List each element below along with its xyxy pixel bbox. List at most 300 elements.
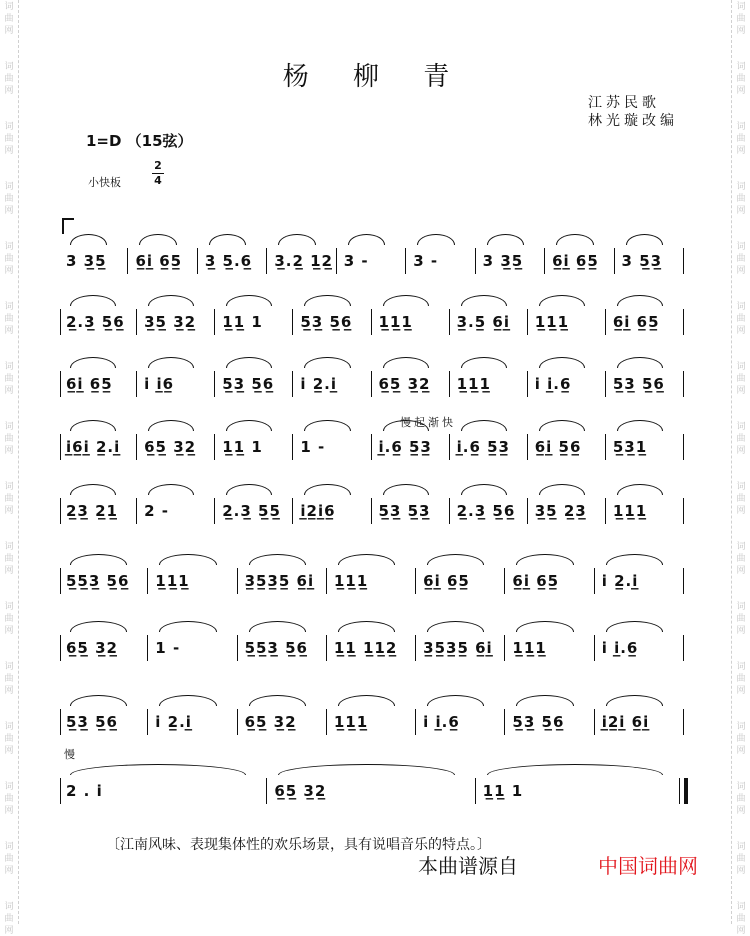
measure-notes: i̲.6̲ 5̲3̲ <box>378 438 432 456</box>
watermark-char: 网 <box>736 566 746 576</box>
watermark-char: 词 <box>736 122 746 132</box>
measure-notes: 5̲3̲ 5̲6̲ <box>222 375 275 393</box>
slur <box>338 621 395 632</box>
barline <box>371 309 372 335</box>
measure-notes: 1̲1̲1̲ <box>333 572 369 590</box>
watermark-char: 词 <box>736 842 746 852</box>
barline <box>449 498 450 524</box>
measure-notes: 1̲1̲1̲ <box>456 375 491 393</box>
measure-notes: 5̲3̲ 5̲3̲ <box>378 502 431 520</box>
slur <box>348 234 385 245</box>
watermark-char: 网 <box>736 26 746 36</box>
slur <box>487 764 663 775</box>
barline <box>60 434 61 460</box>
slur <box>338 554 395 565</box>
measure <box>60 605 149 665</box>
watermark-char: 曲 <box>736 314 746 324</box>
watermark-char: 词 <box>4 722 14 732</box>
measure <box>607 341 685 401</box>
credit-arranger: 林光璇改编 <box>588 113 678 129</box>
watermark-char: 网 <box>4 686 14 696</box>
score-row <box>60 468 685 528</box>
measure <box>294 279 372 339</box>
measure <box>149 605 238 665</box>
barline <box>292 371 293 397</box>
slur <box>226 420 272 431</box>
barline <box>504 635 505 661</box>
slur <box>383 484 429 495</box>
measure-notes: 3̲5̲3̲5̲ 6̲i̲ <box>244 572 315 590</box>
barline <box>475 778 476 804</box>
watermark-char: 曲 <box>4 794 14 804</box>
watermark-char: 网 <box>4 926 14 936</box>
measure <box>60 679 149 739</box>
measure-notes: 3̲.5̲ 6̲i̲ <box>456 313 510 331</box>
measure-notes: 1̲1̲1̲ <box>534 313 570 331</box>
barline <box>594 568 595 594</box>
slur <box>617 295 663 306</box>
watermark-char: 曲 <box>4 14 14 24</box>
slur <box>226 357 272 368</box>
measure <box>60 218 129 278</box>
barline <box>326 709 327 735</box>
barline <box>147 568 148 594</box>
measure <box>149 538 238 598</box>
measure-notes: 3 3̲5̲ <box>482 252 524 270</box>
slur <box>617 357 663 368</box>
slur <box>606 621 663 632</box>
measure <box>373 279 451 339</box>
measure <box>477 218 546 278</box>
barline <box>136 309 137 335</box>
watermark-char: 曲 <box>4 314 14 324</box>
slur <box>539 484 585 495</box>
watermark-char: 网 <box>736 446 746 456</box>
watermark-char: 词 <box>736 542 746 552</box>
measure-notes: 1̲1̲ 1 <box>222 313 263 331</box>
measure-notes: 5̲5̲3̲ 5̲6̲ <box>66 572 130 590</box>
measure <box>138 468 216 528</box>
barline <box>683 635 684 661</box>
measure <box>373 468 451 528</box>
measure <box>596 605 685 665</box>
measure-notes: i 2̲.i̲ <box>300 375 338 393</box>
barline <box>415 709 416 735</box>
barline <box>292 498 293 524</box>
watermark-char: 词 <box>4 242 14 252</box>
measure <box>607 404 685 464</box>
slur <box>304 295 350 306</box>
measure-notes: i i̲6̲ <box>144 375 175 393</box>
watermark-char: 词 <box>4 422 14 432</box>
barline <box>60 709 61 735</box>
slur <box>70 234 107 245</box>
barline <box>60 568 61 594</box>
slur <box>461 420 507 431</box>
measure <box>506 538 595 598</box>
watermark-char: 网 <box>736 206 746 216</box>
barline <box>336 248 337 274</box>
watermark-char: 词 <box>4 362 14 372</box>
watermark-char: 曲 <box>736 374 746 384</box>
watermark-char: 网 <box>736 146 746 156</box>
watermark-char: 词 <box>736 422 746 432</box>
watermark-char: 曲 <box>4 374 14 384</box>
barline <box>371 434 372 460</box>
barline <box>237 635 238 661</box>
barline <box>605 498 606 524</box>
watermark-char: 网 <box>736 926 746 936</box>
measure <box>373 341 451 401</box>
watermark-char: 词 <box>4 902 14 912</box>
measure <box>328 679 417 739</box>
measure <box>294 341 372 401</box>
barline <box>415 568 416 594</box>
measure-notes: 3̲.2̲ 1̲2̲ <box>274 252 333 270</box>
barline <box>683 568 684 594</box>
barline <box>127 248 128 274</box>
measure <box>268 748 476 808</box>
watermark-char: 曲 <box>736 554 746 564</box>
score-row <box>60 538 685 598</box>
watermark-char: 词 <box>4 182 14 192</box>
slur <box>516 621 573 632</box>
watermark-char: 曲 <box>736 734 746 744</box>
watermark-char: 网 <box>4 266 14 276</box>
watermark-char: 曲 <box>736 614 746 624</box>
barline <box>326 568 327 594</box>
slur <box>427 554 484 565</box>
watermark-char: 词 <box>736 302 746 312</box>
tempo-change-annotation: 慢起渐快 <box>400 416 456 429</box>
measure-notes: 2 . i <box>66 782 103 800</box>
tempo-marking: 小快板 <box>88 176 121 189</box>
measure-notes: 6̲5̲ 3̲2̲ <box>144 438 197 456</box>
barline <box>683 498 684 524</box>
measure <box>596 538 685 598</box>
barline <box>197 248 198 274</box>
measure-notes: 5̲3̲ 5̲6̲ <box>66 713 118 731</box>
measure-notes: 6̲i̲ 5̲6̲ <box>534 438 582 456</box>
watermark-char: 词 <box>4 2 14 12</box>
watermark-char: 词 <box>736 62 746 72</box>
barline <box>449 371 450 397</box>
score-row <box>60 605 685 665</box>
slur <box>383 357 429 368</box>
score-row <box>60 404 685 464</box>
watermark-char: 网 <box>4 506 14 516</box>
credit-origin: 江苏民歌 <box>588 95 660 111</box>
measure-notes: 5̲5̲3̲ 5̲6̲ <box>244 639 308 657</box>
measure-notes: 6̲5̲ 3̲2̲ <box>244 713 297 731</box>
slur <box>556 234 593 245</box>
watermark-char: 网 <box>736 686 746 696</box>
measure <box>529 404 607 464</box>
measure-notes: i̲2̲i̲ 6̲i̲ <box>601 713 650 731</box>
watermark-char: 词 <box>4 602 14 612</box>
watermark-char: 曲 <box>4 614 14 624</box>
slur <box>226 295 272 306</box>
measure <box>596 679 685 739</box>
measure <box>417 679 506 739</box>
watermark-char: 曲 <box>736 854 746 864</box>
score-row <box>60 748 685 808</box>
measure-notes: i̲.6̲ 5̲3̲ <box>456 438 510 456</box>
slur <box>427 621 484 632</box>
watermark-strip-right <box>731 0 750 936</box>
measure-notes: 6̲i̲ 6̲5̲ <box>66 375 113 393</box>
measure-notes: 1̲1̲1̲ <box>333 713 369 731</box>
performance-note: 〔江南风味、表现集体性的欢乐场景，具有说唱音乐的特点。〕 <box>106 837 491 853</box>
measure-notes: 1 - <box>155 639 181 657</box>
song-title: 杨 柳 青 <box>282 62 468 92</box>
measure <box>506 679 595 739</box>
measure-notes: 6̲5̲ 3̲2̲ <box>66 639 118 657</box>
watermark-char: 网 <box>4 626 14 636</box>
measure-notes: i̲2̲i̲6̲ <box>300 502 336 520</box>
measure <box>138 404 216 464</box>
barline <box>60 498 61 524</box>
measure-notes: 2̲.3̲ 5̲6̲ <box>66 313 125 331</box>
measure <box>216 468 294 528</box>
slur <box>148 420 194 431</box>
measure <box>451 468 529 528</box>
measure <box>216 404 294 464</box>
measure-notes: 6̲i̲ 6̲5̲ <box>552 252 599 270</box>
watermark-char: 词 <box>736 902 746 912</box>
measure <box>328 538 417 598</box>
watermark-char: 网 <box>4 566 14 576</box>
watermark-char: 曲 <box>4 434 14 444</box>
slur <box>70 764 246 775</box>
barline <box>527 498 528 524</box>
watermark-char: 网 <box>736 86 746 96</box>
measure <box>607 279 685 339</box>
watermark-char: 网 <box>736 326 746 336</box>
measure-notes: 6̲5̲ 3̲2̲ <box>378 375 431 393</box>
measure-notes: 1 - <box>300 438 326 456</box>
measure <box>138 341 216 401</box>
watermark-char: 网 <box>4 806 14 816</box>
score-row <box>60 279 685 339</box>
measure <box>328 605 417 665</box>
site-brand: 中国词曲网 <box>598 854 698 878</box>
slow-annotation: 慢 <box>64 748 78 761</box>
watermark-char: 曲 <box>4 914 14 924</box>
watermark-char: 网 <box>4 386 14 396</box>
watermark-char: 词 <box>4 782 14 792</box>
barline <box>594 635 595 661</box>
measure <box>138 279 216 339</box>
slur <box>461 357 507 368</box>
measure-notes: 1̲1̲ 1 <box>482 782 524 800</box>
score-row <box>60 218 685 278</box>
measure-notes: 1̲1̲1̲ <box>378 313 413 331</box>
watermark-char: 曲 <box>736 494 746 504</box>
slur <box>304 420 350 431</box>
measure-notes: 6̲i̲ 6̲5̲ <box>612 313 660 331</box>
measure-notes: i̲6̲i̲ 2̲.i̲ <box>66 438 121 456</box>
measure-notes: 2̲3̲ 2̲1̲ <box>66 502 118 520</box>
measure <box>60 748 268 808</box>
measure-notes: 3 - <box>413 252 439 270</box>
slur <box>304 357 350 368</box>
measure <box>338 218 407 278</box>
measure <box>477 748 685 808</box>
measure <box>417 605 506 665</box>
measure <box>129 218 198 278</box>
measure <box>294 404 372 464</box>
measure <box>451 341 529 401</box>
watermark-char: 网 <box>4 86 14 96</box>
watermark-char: 曲 <box>736 794 746 804</box>
barline <box>371 498 372 524</box>
barline <box>292 309 293 335</box>
slur <box>70 357 116 368</box>
slur <box>304 484 350 495</box>
barline <box>60 778 61 804</box>
measure <box>60 468 138 528</box>
measure <box>607 468 685 528</box>
barline <box>136 434 137 460</box>
barline <box>266 248 267 274</box>
slur <box>148 295 194 306</box>
barline <box>683 309 684 335</box>
slur <box>606 695 663 706</box>
barline <box>527 371 528 397</box>
barline <box>214 434 215 460</box>
watermark-char: 曲 <box>4 134 14 144</box>
barline <box>527 309 528 335</box>
measure <box>294 468 372 528</box>
measure <box>199 218 268 278</box>
measure-notes: 3̲5̲3̲5̲ 6̲i̲ <box>423 639 493 657</box>
measure <box>149 679 238 739</box>
slur <box>278 234 315 245</box>
measure <box>60 404 138 464</box>
barline <box>214 309 215 335</box>
barline <box>475 248 476 274</box>
watermark-char: 曲 <box>4 734 14 744</box>
watermark-char: 曲 <box>4 194 14 204</box>
barline <box>60 309 61 335</box>
barline <box>605 371 606 397</box>
slur <box>70 621 127 632</box>
slur <box>539 420 585 431</box>
measure <box>616 218 685 278</box>
barline <box>136 498 137 524</box>
slur <box>383 295 429 306</box>
slur <box>617 420 663 431</box>
watermark-char: 词 <box>736 482 746 492</box>
watermark-char: 词 <box>736 662 746 672</box>
measure-notes: 3̲ 5̲.6̲ <box>204 252 253 270</box>
watermark-char: 网 <box>4 146 14 156</box>
slur <box>70 554 127 565</box>
watermark-char: 词 <box>4 842 14 852</box>
measure-notes: 3̲5̲ 3̲2̲ <box>144 313 197 331</box>
measure <box>216 341 294 401</box>
slur <box>159 695 216 706</box>
measure <box>529 341 607 401</box>
watermark-char: 网 <box>736 746 746 756</box>
measure <box>216 279 294 339</box>
slur <box>249 621 306 632</box>
barline <box>214 498 215 524</box>
barline <box>449 309 450 335</box>
slur <box>70 695 127 706</box>
watermark-char: 词 <box>4 122 14 132</box>
barline <box>504 568 505 594</box>
source-label: 本曲谱源自 <box>418 854 518 878</box>
barline <box>60 371 61 397</box>
measure <box>373 404 451 464</box>
slur <box>70 420 116 431</box>
slur <box>209 234 246 245</box>
final-barline <box>679 778 688 804</box>
watermark-char: 网 <box>4 866 14 876</box>
measure-notes: 1̲1̲1̲ <box>512 639 547 657</box>
watermark-char: 词 <box>4 62 14 72</box>
watermark-char: 曲 <box>736 134 746 144</box>
measure-notes: i i̲.6̲ <box>423 713 460 731</box>
watermark-char: 网 <box>736 806 746 816</box>
watermark-char: 曲 <box>736 14 746 24</box>
barline <box>266 778 267 804</box>
slur <box>159 621 216 632</box>
watermark-char: 词 <box>4 482 14 492</box>
barline <box>136 371 137 397</box>
measure <box>451 404 529 464</box>
watermark-char: 网 <box>4 206 14 216</box>
slur <box>159 554 216 565</box>
watermark-char: 网 <box>736 266 746 276</box>
barline <box>683 434 684 460</box>
measure <box>60 341 138 401</box>
measure <box>506 605 595 665</box>
barline <box>614 248 615 274</box>
measure-notes: 2̲.3̲ 5̲5̲ <box>222 502 281 520</box>
slur <box>226 484 272 495</box>
watermark-char: 网 <box>736 866 746 876</box>
measure-notes: i 2̲.i̲ <box>601 572 639 590</box>
watermark-char: 曲 <box>4 254 14 264</box>
watermark-char: 网 <box>4 446 14 456</box>
measure <box>451 279 529 339</box>
slur <box>278 764 454 775</box>
key-signature: 1=D （15弦） <box>86 132 193 150</box>
barline <box>683 709 684 735</box>
watermark-char: 曲 <box>736 914 746 924</box>
barline <box>371 371 372 397</box>
slur <box>487 234 524 245</box>
watermark-char: 词 <box>736 2 746 12</box>
score-row <box>60 679 685 739</box>
measure-notes: 5̲3̲ 5̲6̲ <box>300 313 353 331</box>
barline <box>326 635 327 661</box>
slur <box>606 554 663 565</box>
slur <box>249 695 306 706</box>
measure-notes: 1̲1̲ 1̲1̲2̲ <box>333 639 398 657</box>
measure-notes: 1̲1̲1̲ <box>612 502 648 520</box>
slur <box>539 295 585 306</box>
slur <box>70 484 116 495</box>
measure <box>417 538 506 598</box>
barline <box>683 371 684 397</box>
measure-notes: i i̲.6̲ <box>534 375 572 393</box>
watermark-char: 曲 <box>4 74 14 84</box>
measure-notes: 2 - <box>144 502 170 520</box>
